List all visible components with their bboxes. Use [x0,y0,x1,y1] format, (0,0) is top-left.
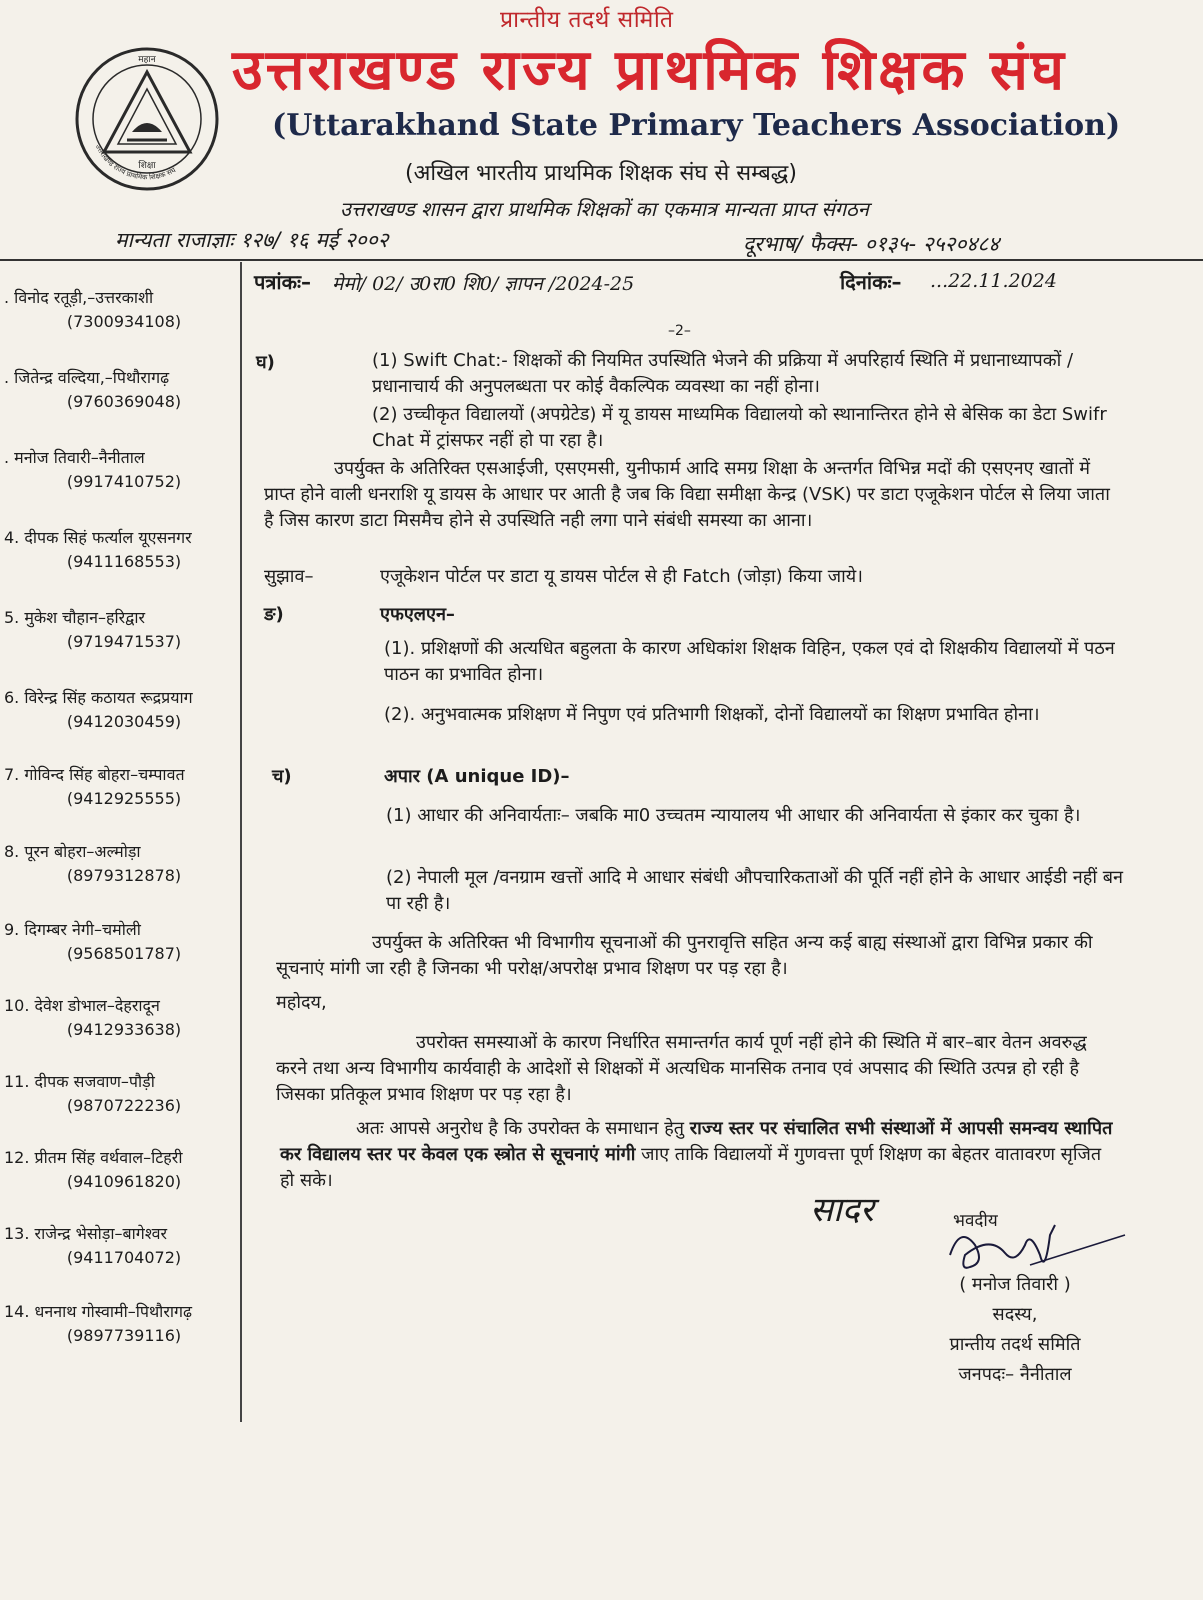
seal-bottom-text: उत्तराखण्ड राज्य प्राथमिक शिक्षक संघ [93,143,178,182]
paragraph-info-requests: उपर्युक्त के अतिरिक्त भी विभागीय सूचनाओं की पुनरावृत्ति सहित अन्य कई बाह्य संस्थाओं द्वारा विभिन्न प्रकार की सूचनाएं मांगी जा रही है जिनका भी परोक्ष/अपरोक्ष प्रभाव शिक्षण पर पड़ रहा है। [276,932,1093,979]
seal-mid-text: शिक्षा [138,161,156,171]
member-name: 5. मुकेश चौहान–हरिद्वार [4,608,146,627]
section-gha-point-1: (1) Swift Chat:- शिक्षकों की नियमित उपस्थिति भेजने की प्रक्रिया में अपरिहार्य स्थिति में प्रधानाध्यापकों / प्रधानाचार्य की अनुपलब्धता पर कोई वैकल्पिक व्यवस्था का नहीं होना। [372,350,1074,397]
member-item [0,1300,244,1348]
association-seal-icon [72,44,222,194]
member-name: 13. राजेन्द्र भेसोड़ा–बागेश्वर [4,1224,168,1243]
member-name: . मनोज तिवारी–नैनीताल [4,448,145,467]
section-nga-point-1: (1). प्रशिक्षणों की अत्यधित बहुलता के कारण अधिकांश शिक्षक विहिन, एकल एवं दो शिक्षकीय विद्यालयों में पठन पाठन का प्रभावित होना। [384,638,1115,685]
signatory-designation: सदस्य, [992,1304,1038,1325]
member-name: 14. धननाथ गोस्वामी–पिथौरागढ़ [4,1302,193,1321]
member-item [0,1146,244,1194]
signatory-name: ( मनोज तिवारी ) [959,1274,1071,1295]
phone-fax: दूरभाष/ फैक्स- ०१३५- २५२०४८४ [743,232,1000,256]
section-cha-point-2: (2) नेपाली मूल /वनग्राम खत्तों आदि मे आधार संबंधी औपचारिकताओं की पूर्ति नहीं होने के आधार आईडी नहीं बन पा रही है। [386,867,1123,914]
member-name: 8. पूरन बोहरा–अल्मोड़ा [4,842,141,861]
request-text-end: जाए ताकि विद्यालयों में गुणवत्ता पूर्ण शिक्षण का बेहतर वातावरण सृजित हो सके। [280,1144,1102,1191]
signature-block [900,1270,1130,1390]
section-nga-point-2: (2). अनुभवात्मक प्रशिक्षण में निपुण एवं प्रतिभागी शिक्षकों, दोनों विद्यालयों का शिक्षण प्रभावित होना। [384,704,1040,725]
ref-label: पत्रांकः– [254,270,311,294]
section-gha-mark: घ) [256,352,275,373]
member-phone: (9412925555) [66,789,182,808]
page-number: –2– [668,323,691,339]
suggestion-label: सुझाव– [264,566,314,587]
request-text-bold: राज्य स्तर पर संचालित सभी संस्थाओं में आपसी समन्वय स्थापित कर विद्यालय स्तर पर केवल एक स्त्रोत से सूचनाएं मांगी [280,1118,1113,1165]
letter-date: ...22.11.2024 [930,270,1057,292]
member-item [0,1222,244,1270]
member-item [0,840,244,888]
member-phone: (9917410752) [66,472,182,491]
section-nga-title: एफएलएन– [380,604,455,625]
member-phone: (9870722236) [66,1096,182,1115]
paragraph-problems: उपरोक्त समस्याओं के कारण निर्धारित समान्तर्गत कार्य पूर्ण नहीं होने की स्थिति में बार–बार वेतन अवरुद्ध करने तथा अन्य विभागीय कार्यवाही के आदेशों से शिक्षकों में अत्यधिक मानसिक तनाव एवं अपसाद की स्थिति उत्पन्न हो रही है जिसका प्रतिकूल प्रभाव शिक्षण पर पड़ रहा है। [276,1032,1087,1105]
date-label: दिनांकः– [840,270,902,294]
section-cha-point-1: (1) आधार की अनिवार्यताः– जबकि मा0 उच्चतम न्यायालय भी आधार की अनिवार्यता से इंकार कर चुका है। [386,805,1081,826]
header-divider [0,259,1203,261]
org-name-hindi: उत्तराखण्ड राज्य प्राथमिक शिक्षक संघ [232,38,1067,103]
member-name: . जितेन्द्र वल्दिया,–पिथौरागढ़ [4,368,170,387]
member-phone: (7300934108) [66,312,182,331]
member-item [0,686,244,734]
signatory-district: जनपदः– नैनीताल [958,1364,1072,1385]
member-phone: (9412030459) [66,712,182,731]
member-phone: (9411704072) [66,1248,182,1267]
member-name: 7. गोविन्द सिंह बोहरा–चम्पावत [4,765,185,784]
affiliation: (अखिल भारतीय प्राथमिक शिक्षक संघ से सम्बद्ध) [405,161,797,186]
member-name: 12. प्रीतम सिंह वर्थवाल–टिहरी [4,1148,183,1167]
suggestion-text: एजूकेशन पोर्टल पर डाटा यू डायस पोर्टल से ही Fatch (जोड़ा) किया जाये। [380,566,864,587]
member-item [0,1070,244,1118]
signatory-committee: प्रान्तीय तदर्थ समिति [949,1334,1081,1355]
salutation: महोदय, [276,992,327,1013]
member-name: 6. विरेन्द्र सिंह कठायत रूद्रप्रयाग [4,688,193,707]
member-name: 4. दीपक सिहं फर्त्याल यूएसनगर [4,528,192,547]
closing-bhavdiya: भवदीय [953,1211,998,1231]
member-name: 11. दीपक सजवाण–पौड़ी [4,1072,155,1091]
member-name: . विनोद रतूड़ी,–उत्तरकाशी [4,288,154,307]
member-name: 9. दिगम्बर नेगी–चमोली [4,920,141,939]
section-gha-point-2: (2) उच्चीकृत विद्यालयों (अपग्रेटेड) में यू डायस माध्यमिक विद्यालयो को स्थानान्तिरत होने से बेसिक का डेटा Swifr Chat में ट्रांसफर नहीं हो पा रहा है। [372,404,1107,451]
member-item [0,763,244,811]
member-item [0,366,244,414]
member-item [0,606,244,654]
org-name-english: (Uttarakhand State Primary Teachers Association) [272,108,1121,143]
member-item [0,286,244,334]
member-item [0,994,244,1042]
recognition-order: मान्यता राजाज्ञाः १२७/ १६ मई २००२ [115,228,389,252]
closing-saadar: सादर [810,1190,874,1230]
member-phone: (9568501787) [66,944,182,963]
member-item [0,446,244,494]
paragraph-data-mismatch: उपर्युक्त के अतिरिक्त एसआईजी, एसएमसी, युनीफार्म आदि समग्र शिक्षा के अन्तर्गत विभिन्न मदों की एसएनए खातों में प्राप्त होने वाली धनराशि यू डायस के आधार पर आती है जब कि विद्या समीक्षा केन्द्र (VSK) पर डाटा एजूकेशन पोर्टल से लिया जाता है जिस कारण डाटा मिसमैच होने से उपस्थिति नही लगा पाने संबंधी समस्या का आना। [264,458,1110,531]
ref-number: मेमो/ 02/ उ0रा0 शि0/ ज्ञापन /2024-25 [332,273,635,295]
member-name: 10. देवेश डोभाल–देहरादून [4,996,160,1015]
member-phone: (9760369048) [66,392,182,411]
section-cha-title: अपार (A unique ID)– [384,766,570,787]
seal-top-text: महान [138,55,156,65]
paragraph-request [280,1116,1115,1194]
member-item [0,918,244,966]
committee-title: प्रान्तीय तदर्थ समिति [500,7,674,33]
member-phone: (9410961820) [66,1172,182,1191]
member-phone: (9897739116) [66,1326,182,1345]
member-phone: (9412933638) [66,1020,182,1039]
recognition-line: उत्तराखण्ड शासन द्वारा प्राथमिक शिक्षकों का एकमात्र मान्यता प्राप्त संगठन [340,197,869,221]
member-phone: (9719471537) [66,632,182,651]
request-text-start: अतः आपसे अनुरोध है कि उपरोक्त के समाधान हेतु [356,1118,690,1139]
member-phone: (8979312878) [66,866,182,885]
section-cha-mark: च) [272,766,292,787]
section-nga-mark: ङ) [264,604,284,625]
member-phone: (9411168553) [66,552,182,571]
member-item [0,526,244,574]
